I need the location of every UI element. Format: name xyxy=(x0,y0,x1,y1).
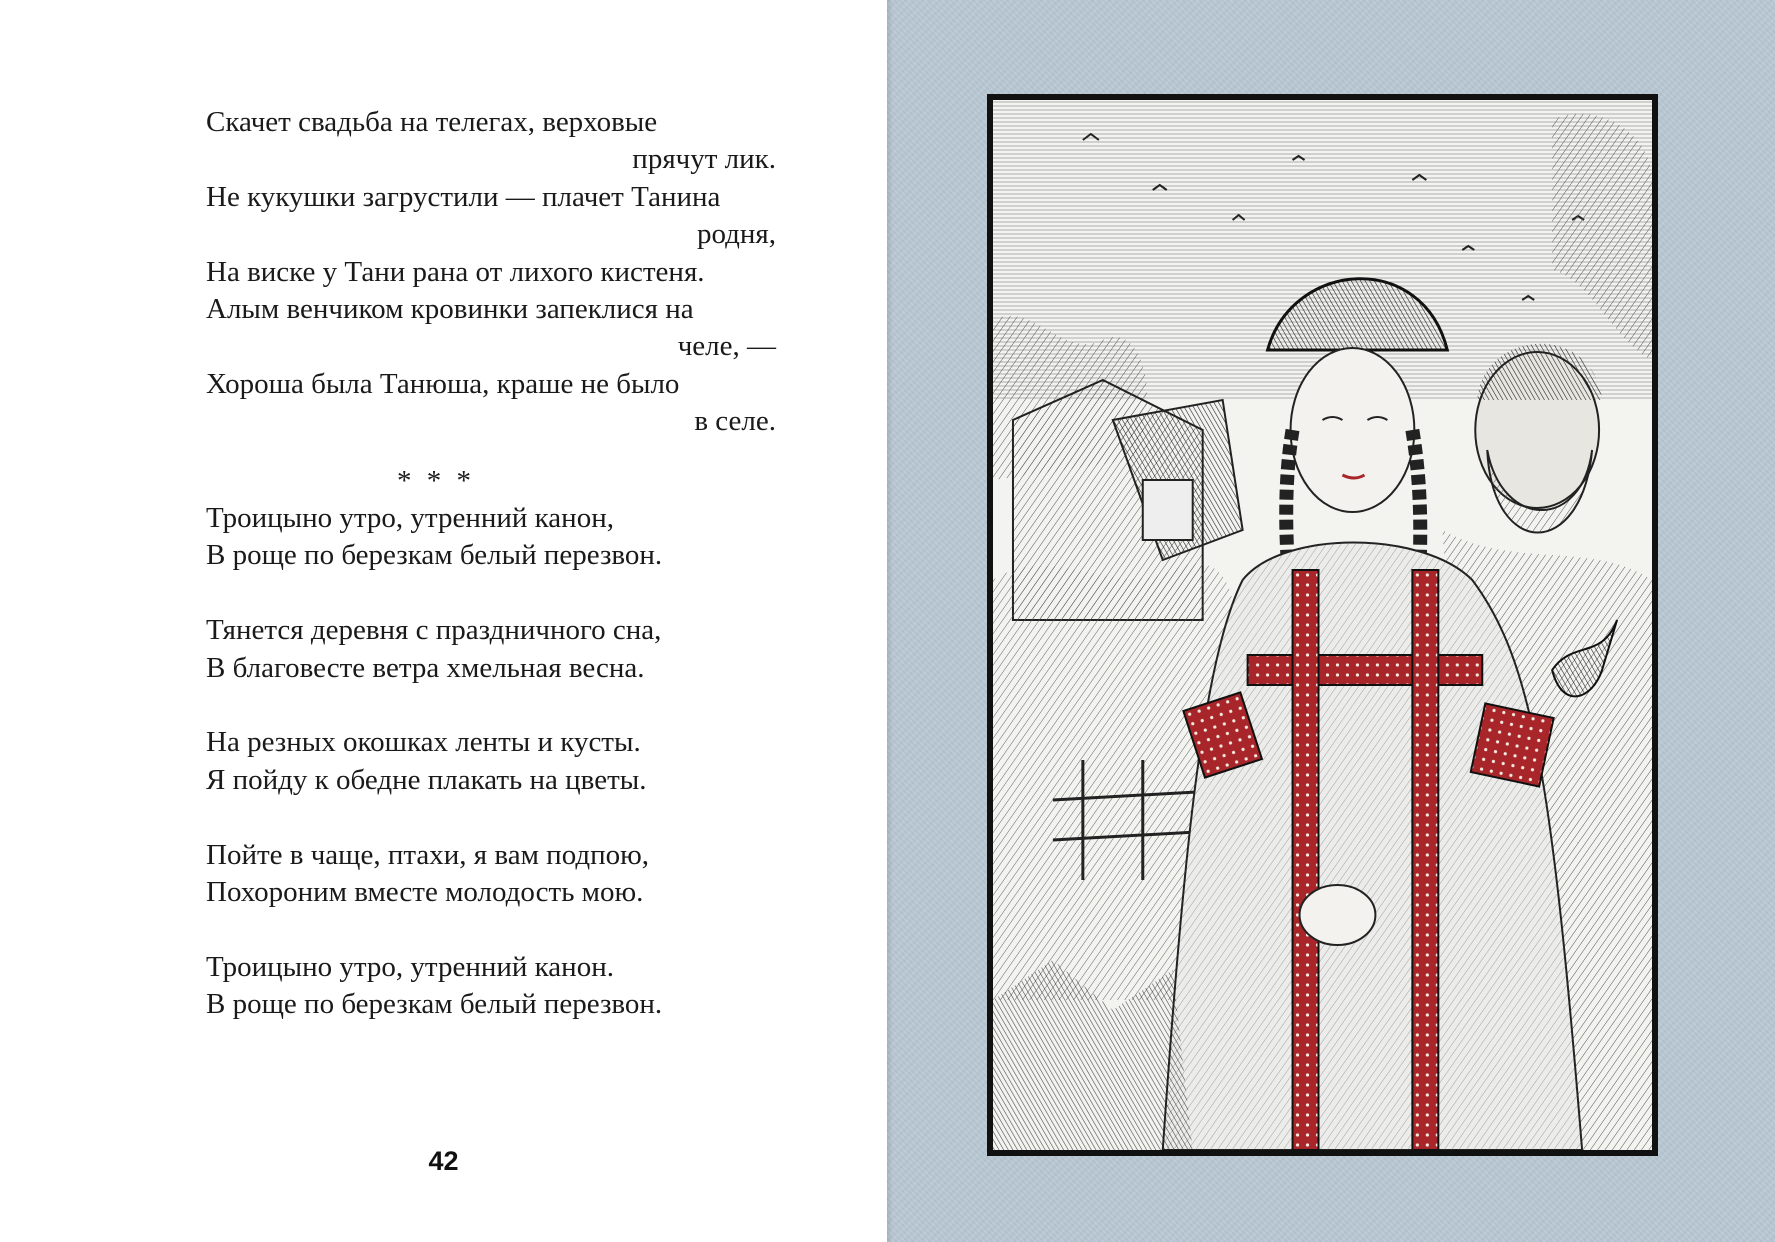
book-gutter xyxy=(887,0,893,1242)
page-number: 42 xyxy=(428,1146,459,1176)
illustration-frame xyxy=(987,94,1658,1156)
poem-line-wrap: в селе. xyxy=(694,405,776,438)
poem-line: Троицыно утро, утренний канон, xyxy=(206,502,614,535)
poem-line: В роще по березкам белый перезвон. xyxy=(206,539,663,572)
poem-line: Похороним вместе молодость мою. xyxy=(206,876,644,909)
poem-line: Алым венчиком кровинки запеклися на xyxy=(206,293,694,326)
poem-line: Скачет свадьба на телегах, верховые xyxy=(206,106,658,138)
poem-line: Хороша была Танюша, краше не было xyxy=(206,367,680,400)
poem-line: Не кукушки загрустили — плачет Танина xyxy=(206,180,721,213)
poem-line-wrap: челе, — xyxy=(677,330,776,363)
section-separator: * * * xyxy=(397,464,475,497)
poem-line-wrap: прячут лик. xyxy=(632,143,776,176)
poem-line: На резных окошках ленты и кусты. xyxy=(206,726,641,759)
left-page xyxy=(0,0,887,1242)
illustration-drawing xyxy=(993,100,1652,1150)
poem-text xyxy=(206,104,776,1024)
poem-line: Троицыно утро, утренний канон. xyxy=(206,950,614,983)
poem-line: В благовесте ветра хмельная весна. xyxy=(206,651,645,684)
poem-line: Пойте в чаще, птахи, я вам подпою, xyxy=(206,838,650,871)
poem-line: В роще по березкам белый перезвон. xyxy=(206,988,663,1021)
dress-ornament-band xyxy=(1248,655,1483,685)
poem-line: Я пойду к обедне плакать на цветы. xyxy=(206,763,647,796)
poem-line: На виске у Тани рана от лихого кистеня. xyxy=(206,255,705,288)
poem-line-wrap: родня, xyxy=(696,218,776,251)
poem-line: Тянется деревня с праздничного сна, xyxy=(206,614,662,647)
